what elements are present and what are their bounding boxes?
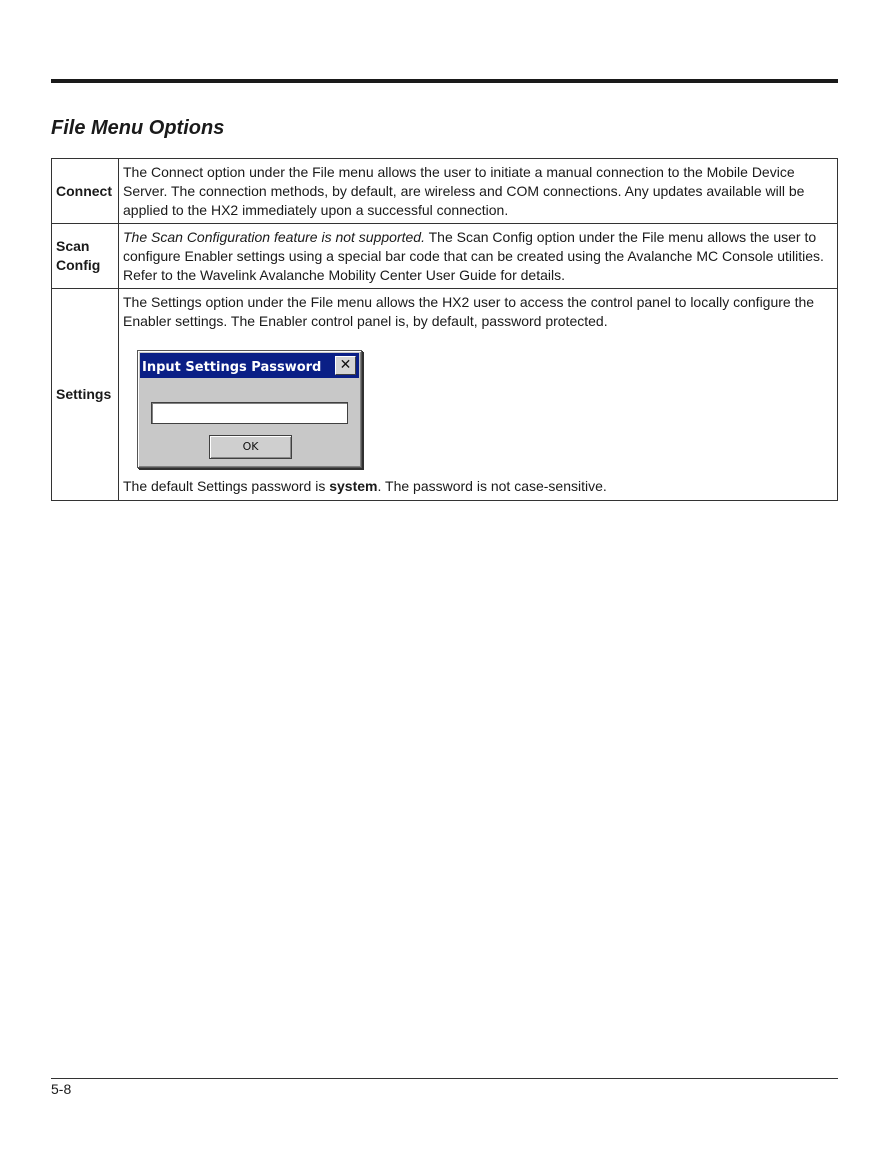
row-description-text: The Connect option under the File menu allows the user to initiate a manual connection to the Mobile Device Server. The connection methods, by default, are wireless and COM connections. Any updates available will be applied to the HX2 immediately upon a successful connection.: [123, 164, 805, 218]
ok-button[interactable]: OK: [209, 435, 292, 459]
row-description-connect: [119, 159, 838, 224]
row-description-text: The Scan Config option under the File menu allows the user to configure Enabler settings using a special bar code that can be created using the Avalanche MC Console utilities. Refer to the Wavelink Avalanche Mobility Center User Guide for details.: [123, 229, 824, 283]
table-row-scan-config: [52, 224, 838, 289]
table-row-settings: [52, 289, 838, 501]
row-description-text: The Settings option under the File menu allows the HX2 user to access the control panel to locally configure the Enabler settings. The Enabler control panel is, by default, password protected.: [123, 294, 815, 329]
file-menu-options-table: [51, 158, 838, 501]
password-input[interactable]: [151, 402, 348, 424]
row-label-scan-config: [52, 224, 119, 289]
row-description-scan-config: [119, 224, 838, 289]
footer-rule: [51, 1078, 838, 1079]
default-password-note: [123, 477, 607, 496]
note-prefix: The default Settings password is: [123, 478, 330, 494]
row-label-text: Settings: [56, 386, 112, 402]
unsupported-note: The Scan Configuration feature is not supported.: [123, 229, 425, 245]
note-suffix: . The password is not case-sensitive.: [377, 478, 607, 494]
section-title: File Menu Options: [51, 117, 225, 139]
dialog-titlebar: [140, 353, 359, 378]
dialog-title: Input Settings Password: [142, 360, 322, 375]
password-dialog-screenshot: [137, 350, 362, 468]
default-password: system: [329, 478, 378, 494]
row-label-settings: [52, 289, 119, 501]
close-icon[interactable]: ✕: [335, 356, 356, 375]
table-row-connect: [52, 159, 838, 224]
row-label-text: Connect: [56, 182, 112, 199]
page-number: 5-8: [51, 1081, 72, 1097]
header-rule: [51, 79, 838, 83]
row-label-text-line1: Scan: [56, 238, 90, 254]
row-label-connect: [52, 159, 119, 224]
row-description-settings: [119, 289, 838, 501]
row-label-text-line2: Config: [56, 257, 101, 273]
